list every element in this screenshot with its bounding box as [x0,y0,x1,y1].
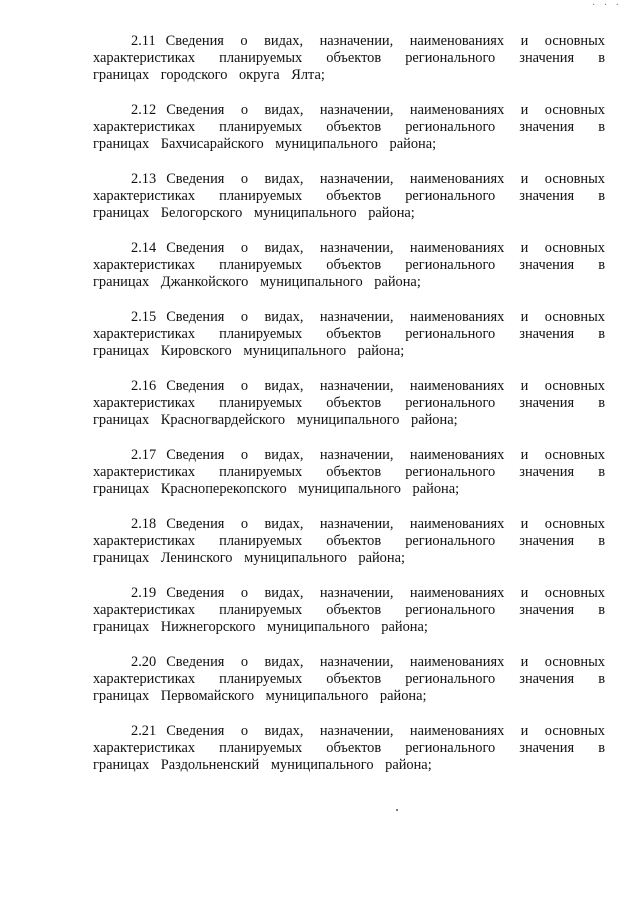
item-text: Сведения о видах, назначении, наименованиях и основных характеристиках планируемых объектов регионального значения в границах Красноперекопского муниципального района; [93,447,605,497]
list-item-2-15 [93,309,605,360]
list-item-2-18 [93,516,605,567]
item-number: 2.21 [131,723,157,739]
list-item-2-19 [93,585,605,636]
list-item-2-13 [93,171,605,222]
item-number: 2.11 [131,33,156,49]
list-item-2-17 [93,447,605,498]
scan-corner-marks: · · · [592,0,622,11]
item-number: 2.17 [131,447,157,463]
item-list [93,33,605,792]
list-item-2-21 [93,723,605,774]
item-text: Сведения о видах, назначении, наименованиях и основных характеристиках планируемых объектов регионального значения в границах Красногвардейского муниципального района; [93,378,605,428]
list-item-2-20 [93,654,605,705]
item-text: Сведения о видах, назначении, наименованиях и основных характеристиках планируемых объектов регионального значения в границах Бахчисарайского муниципального района; [93,102,605,152]
item-number: 2.18 [131,516,157,532]
item-number: 2.14 [131,240,157,256]
list-item-2-12 [93,102,605,153]
list-item-2-11 [93,33,605,84]
item-number: 2.19 [131,585,157,601]
item-text: Сведения о видах, назначении, наименованиях и основных характеристиках планируемых объектов регионального значения в границах Нижнегорского муниципального района; [93,585,605,635]
item-text: Сведения о видах, назначении, наименованиях и основных характеристиках планируемых объектов регионального значения в границах Ленинского муниципального района; [93,516,605,566]
item-text: Сведения о видах, назначении, наименованиях и основных характеристиках планируемых объектов регионального значения в границах городского округа Ялта; [93,33,605,83]
item-number: 2.20 [131,654,157,670]
item-text: Сведения о видах, назначении, наименованиях и основных характеристиках планируемых объектов регионального значения в границах Первомайского муниципального района; [93,654,605,704]
item-text: Сведения о видах, назначении, наименованиях и основных характеристиках планируемых объектов регионального значения в границах Джанкойского муниципального района; [93,240,605,290]
item-number: 2.13 [131,171,157,187]
item-number: 2.12 [131,102,157,118]
list-item-2-16 [93,378,605,429]
item-number: 2.16 [131,378,157,394]
item-number: 2.15 [131,309,157,325]
scan-speck [396,809,398,811]
item-text: Сведения о видах, назначении, наименованиях и основных характеристиках планируемых объектов регионального значения в границах Раздольненский муниципального района; [93,723,605,773]
item-text: Сведения о видах, назначении, наименованиях и основных характеристиках планируемых объектов регионального значения в границах Белогорского муниципального района; [93,171,605,221]
list-item-2-14 [93,240,605,291]
item-text: Сведения о видах, назначении, наименованиях и основных характеристиках планируемых объектов регионального значения в границах Кировского муниципального района; [93,309,605,359]
